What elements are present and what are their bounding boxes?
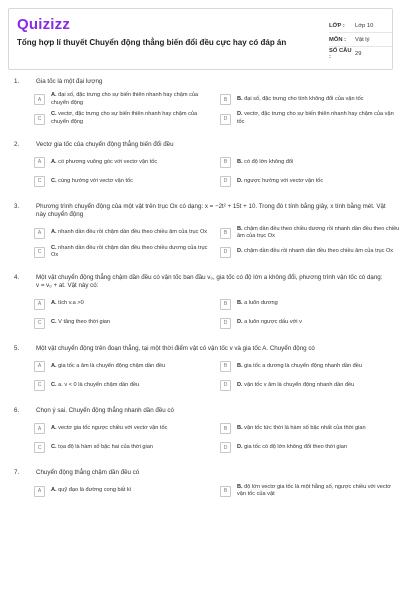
option-body: gia tốc có độ lớn không đổi theo thời gian [244, 443, 347, 450]
option-letter-badge: B [220, 228, 231, 239]
option-letter-badge: A [34, 486, 45, 497]
worksheet-meta [329, 19, 392, 60]
question-text: Một vật chuyển động trên đoạn thẳng, tại một thời điểm vật có vận tốc v và gia tốc A. Chuyển động có [36, 344, 315, 352]
option-body: tích v.a >0 [58, 300, 84, 307]
option-key: A. [51, 424, 57, 431]
option-letter-badge: B [220, 423, 231, 434]
option-key: D. [237, 111, 243, 118]
option-letter-badge: C [34, 442, 45, 453]
question-text: Vectơ gia tốc của chuyển động thẳng biến đổi đều [36, 140, 174, 148]
question-spacer [0, 127, 400, 141]
option-key: D. [237, 443, 243, 450]
answer-option-b[interactable] [220, 484, 400, 499]
option-body: vectơ gia tốc ngược chiều với vectơ vận tốc [58, 424, 168, 431]
option-body: V tăng theo thời gian [58, 319, 111, 326]
question-number: 5. [14, 344, 20, 352]
answer-option-c[interactable] [34, 174, 216, 189]
question-4 [0, 274, 400, 345]
option-letter-badge: C [34, 380, 45, 391]
option-text [237, 444, 347, 452]
option-text [51, 229, 207, 237]
option-body: a luôn ngược dấu với v [244, 319, 302, 326]
meta-value: Vật lý [355, 36, 370, 43]
question-6 [0, 407, 400, 469]
option-key: C. [51, 319, 57, 326]
option-body: có phương vuông góc với vectơ vận tốc [58, 158, 158, 165]
question-number: 7. [14, 469, 20, 477]
question-number: 1. [14, 78, 20, 85]
question-spacer [0, 499, 400, 513]
answer-option-b[interactable] [220, 421, 400, 436]
answer-option-a[interactable] [34, 359, 216, 374]
question-text: Gia tốc là một đại lượng [36, 78, 103, 85]
question-text: Chuyển động thẳng chậm dần đều có [36, 469, 140, 477]
option-body: nhanh dần đều rồi chậm dần đều theo chiều dương của trục Ox [51, 244, 208, 259]
option-body: vectơ, đặc trưng cho sự biến thiên nhanh hay chậm của chuyển động [51, 111, 198, 125]
option-letter-badge: A [34, 94, 45, 105]
question-2 [0, 141, 400, 203]
question-number: 4. [14, 273, 20, 281]
answer-option-b[interactable] [220, 92, 400, 107]
option-letter-badge: D [220, 442, 231, 453]
meta-question-count [329, 47, 392, 60]
option-letter-badge: D [220, 380, 231, 391]
option-key: B. [237, 424, 243, 431]
option-body: cùng hướng với vectơ vận tốc [58, 177, 133, 184]
option-letter-badge: B [220, 94, 231, 105]
option-letter-badge: A [34, 228, 45, 239]
option-text [237, 319, 302, 327]
answer-options [34, 359, 400, 393]
question-number: 6. [14, 406, 20, 414]
option-text [51, 159, 157, 167]
answer-options [34, 92, 400, 126]
option-text [237, 300, 278, 308]
option-text [237, 111, 400, 126]
answer-option-d[interactable] [220, 111, 400, 126]
answer-option-b[interactable] [220, 359, 400, 374]
option-body: có độ lớn không đổi [244, 158, 294, 165]
option-letter-badge: A [34, 423, 45, 434]
question-text: Chọn ý sai. Chuyển động thẳng nhanh dần đều có [36, 406, 174, 414]
option-text [237, 159, 293, 167]
question-7 [0, 469, 400, 512]
question-spacer [0, 189, 400, 203]
option-key: B. [237, 96, 243, 103]
question-3 [0, 203, 400, 274]
option-letter-badge: C [34, 176, 45, 187]
option-key: A. [51, 300, 57, 307]
option-letter-badge: C [34, 318, 45, 329]
option-key: D. [237, 381, 243, 388]
answer-option-a[interactable] [34, 297, 216, 312]
option-key: B. [237, 362, 243, 369]
question-spacer [0, 393, 400, 407]
option-key: B. [237, 483, 243, 490]
option-letter-badge: B [220, 361, 231, 372]
answer-option-a[interactable] [34, 155, 216, 170]
answer-option-c[interactable] [34, 316, 216, 331]
option-text [51, 178, 133, 186]
question-spacer [0, 455, 400, 469]
question-text: Một vật chuyển động thẳng chậm dần đều có vận tốc ban đầu v₀, gia tốc có độ lớn a không đổi, phương trình vận tốc có dạng: v = v₀ + at. Vật này có: [36, 273, 383, 290]
quizizz-logo: Quizizz [17, 16, 71, 33]
option-letter-badge: A [34, 299, 45, 310]
answer-option-a[interactable] [34, 92, 216, 107]
meta-label: SỐ CÂU : [329, 47, 352, 60]
option-body: nhanh dần đều rồi chậm dần đều theo chiều âm của trục Ox [58, 229, 208, 236]
option-key: D. [237, 248, 243, 255]
answer-options [34, 226, 400, 260]
option-text [237, 96, 364, 104]
option-text [51, 92, 216, 107]
worksheet-header [8, 8, 393, 70]
option-body: tọa độ là hàm số bậc hai của thời gian [58, 443, 153, 450]
question-header [0, 203, 400, 220]
option-key: C. [51, 381, 57, 388]
answer-option-d[interactable] [220, 174, 400, 189]
meta-value: Lớp 10 [355, 22, 374, 29]
option-body: chậm dần đều theo chiều dương rồi nhanh dần đều theo chiều âm của trục Ox [237, 225, 400, 240]
option-text [237, 363, 362, 371]
meta-label: MÔN : [329, 36, 347, 43]
answer-option-b[interactable] [220, 297, 400, 312]
answer-option-c[interactable] [34, 378, 216, 393]
answer-option-c[interactable] [34, 245, 216, 260]
answer-options [34, 421, 400, 455]
option-letter-badge: A [34, 157, 45, 168]
option-key: D. [237, 177, 243, 184]
question-text: Phương trình chuyển động của một vật trên trục Ox có dạng: x = −2t² + 15t + 10. Trong đó t tính bằng giây, x tính bằng mét. Vật này chuyển động [36, 202, 386, 219]
answer-options [34, 297, 400, 331]
meta-subject [329, 33, 392, 47]
question-header [0, 345, 400, 353]
option-body: vận tốc v âm là chuyển động nhanh dần đều [244, 381, 355, 388]
option-key: C. [51, 111, 57, 118]
answer-option-d[interactable] [220, 440, 400, 455]
option-text [237, 425, 366, 433]
answer-option-d[interactable] [220, 316, 400, 331]
answer-options [34, 484, 400, 499]
option-text [51, 363, 165, 371]
question-spacer [0, 260, 400, 274]
answer-options [34, 155, 400, 189]
answer-option-a[interactable] [34, 421, 216, 436]
option-key: A. [51, 158, 57, 165]
option-body: đại số, đặc trưng cho sự biến thiên nhanh hay chậm của chuyển động [51, 92, 199, 106]
option-letter-badge: D [220, 176, 231, 187]
option-body: chậm dần đều rồi nhanh dần đều theo chiều âm của trục Ox [244, 248, 394, 255]
question-spacer [0, 331, 400, 345]
question-number: 3. [14, 202, 20, 210]
option-letter-badge: B [220, 486, 231, 497]
question-list [0, 78, 400, 513]
option-text [51, 444, 153, 452]
option-body: a. v < 0 là chuyển chậm dần đều [58, 381, 140, 388]
option-letter-badge: D [220, 114, 231, 125]
option-key: B. [237, 225, 243, 232]
question-header [0, 141, 400, 149]
option-body: độ lớn vectơ gia tốc là một hằng số, ngược chiều với vectơ vận tốc của vật [237, 483, 391, 498]
option-key: C. [51, 244, 57, 251]
option-text [237, 248, 393, 256]
option-letter-badge: A [34, 361, 45, 372]
option-text [51, 300, 84, 308]
answer-option-a[interactable] [34, 484, 216, 499]
option-body: quỹ đạo là đường cong bất kì [58, 487, 132, 494]
option-body: gia tốc a dương là chuyển động nhanh dần đều [244, 362, 362, 369]
option-body: vectơ, đặc trưng cho sự biến thiên nhanh hay chậm của vận tốc [237, 111, 394, 125]
option-text [51, 111, 216, 126]
option-key: A. [51, 362, 57, 369]
option-letter-badge: C [34, 114, 45, 125]
worksheet-title: Tổng hợp lí thuyết Chuyển động thẳng biến đổi đều cực hay có đáp án [17, 38, 287, 47]
meta-label: LỚP : [329, 22, 345, 29]
answer-option-c[interactable] [34, 111, 216, 126]
option-text [237, 484, 400, 499]
option-letter-badge: D [220, 247, 231, 258]
question-header [0, 407, 400, 415]
option-key: A. [51, 229, 57, 236]
option-key: A. [51, 487, 57, 494]
option-key: A. [51, 92, 57, 99]
option-key: C. [51, 177, 57, 184]
option-letter-badge: D [220, 318, 231, 329]
question-header [0, 78, 400, 86]
question-header [0, 469, 400, 477]
option-body: gia tốc a âm là chuyển động chậm dần đều [58, 362, 166, 369]
answer-option-a[interactable] [34, 226, 216, 241]
option-key: D. [237, 319, 243, 326]
question-5 [0, 345, 400, 407]
option-text [51, 425, 167, 433]
answer-option-d[interactable] [220, 378, 400, 393]
answer-option-b[interactable] [220, 155, 400, 170]
meta-value: 29 [355, 50, 362, 57]
meta-class [329, 19, 392, 33]
option-text [237, 382, 354, 390]
option-key: B. [237, 158, 243, 165]
question-header [0, 274, 400, 291]
option-letter-badge: B [220, 299, 231, 310]
option-body: ngược hướng với vectơ vận tốc [244, 177, 324, 184]
option-text [237, 178, 323, 186]
answer-option-c[interactable] [34, 440, 216, 455]
question-number: 2. [14, 140, 20, 148]
option-body: đại số, đặc trưng cho tính không đổi của vận tốc [244, 96, 364, 103]
option-body: a luôn dương [244, 300, 278, 307]
option-key: B. [237, 300, 243, 307]
question-1 [0, 78, 400, 141]
option-body: vận tốc tức thời là hàm số bậc nhất của thời gian [244, 424, 366, 431]
option-letter-badge: C [34, 247, 45, 258]
option-text [51, 319, 110, 327]
answer-option-b[interactable] [220, 226, 400, 241]
answer-option-d[interactable] [220, 245, 400, 260]
option-key: C. [51, 443, 57, 450]
option-text [51, 245, 216, 260]
option-letter-badge: B [220, 157, 231, 168]
option-text [51, 487, 131, 495]
option-text [51, 382, 139, 390]
option-text [237, 226, 400, 241]
